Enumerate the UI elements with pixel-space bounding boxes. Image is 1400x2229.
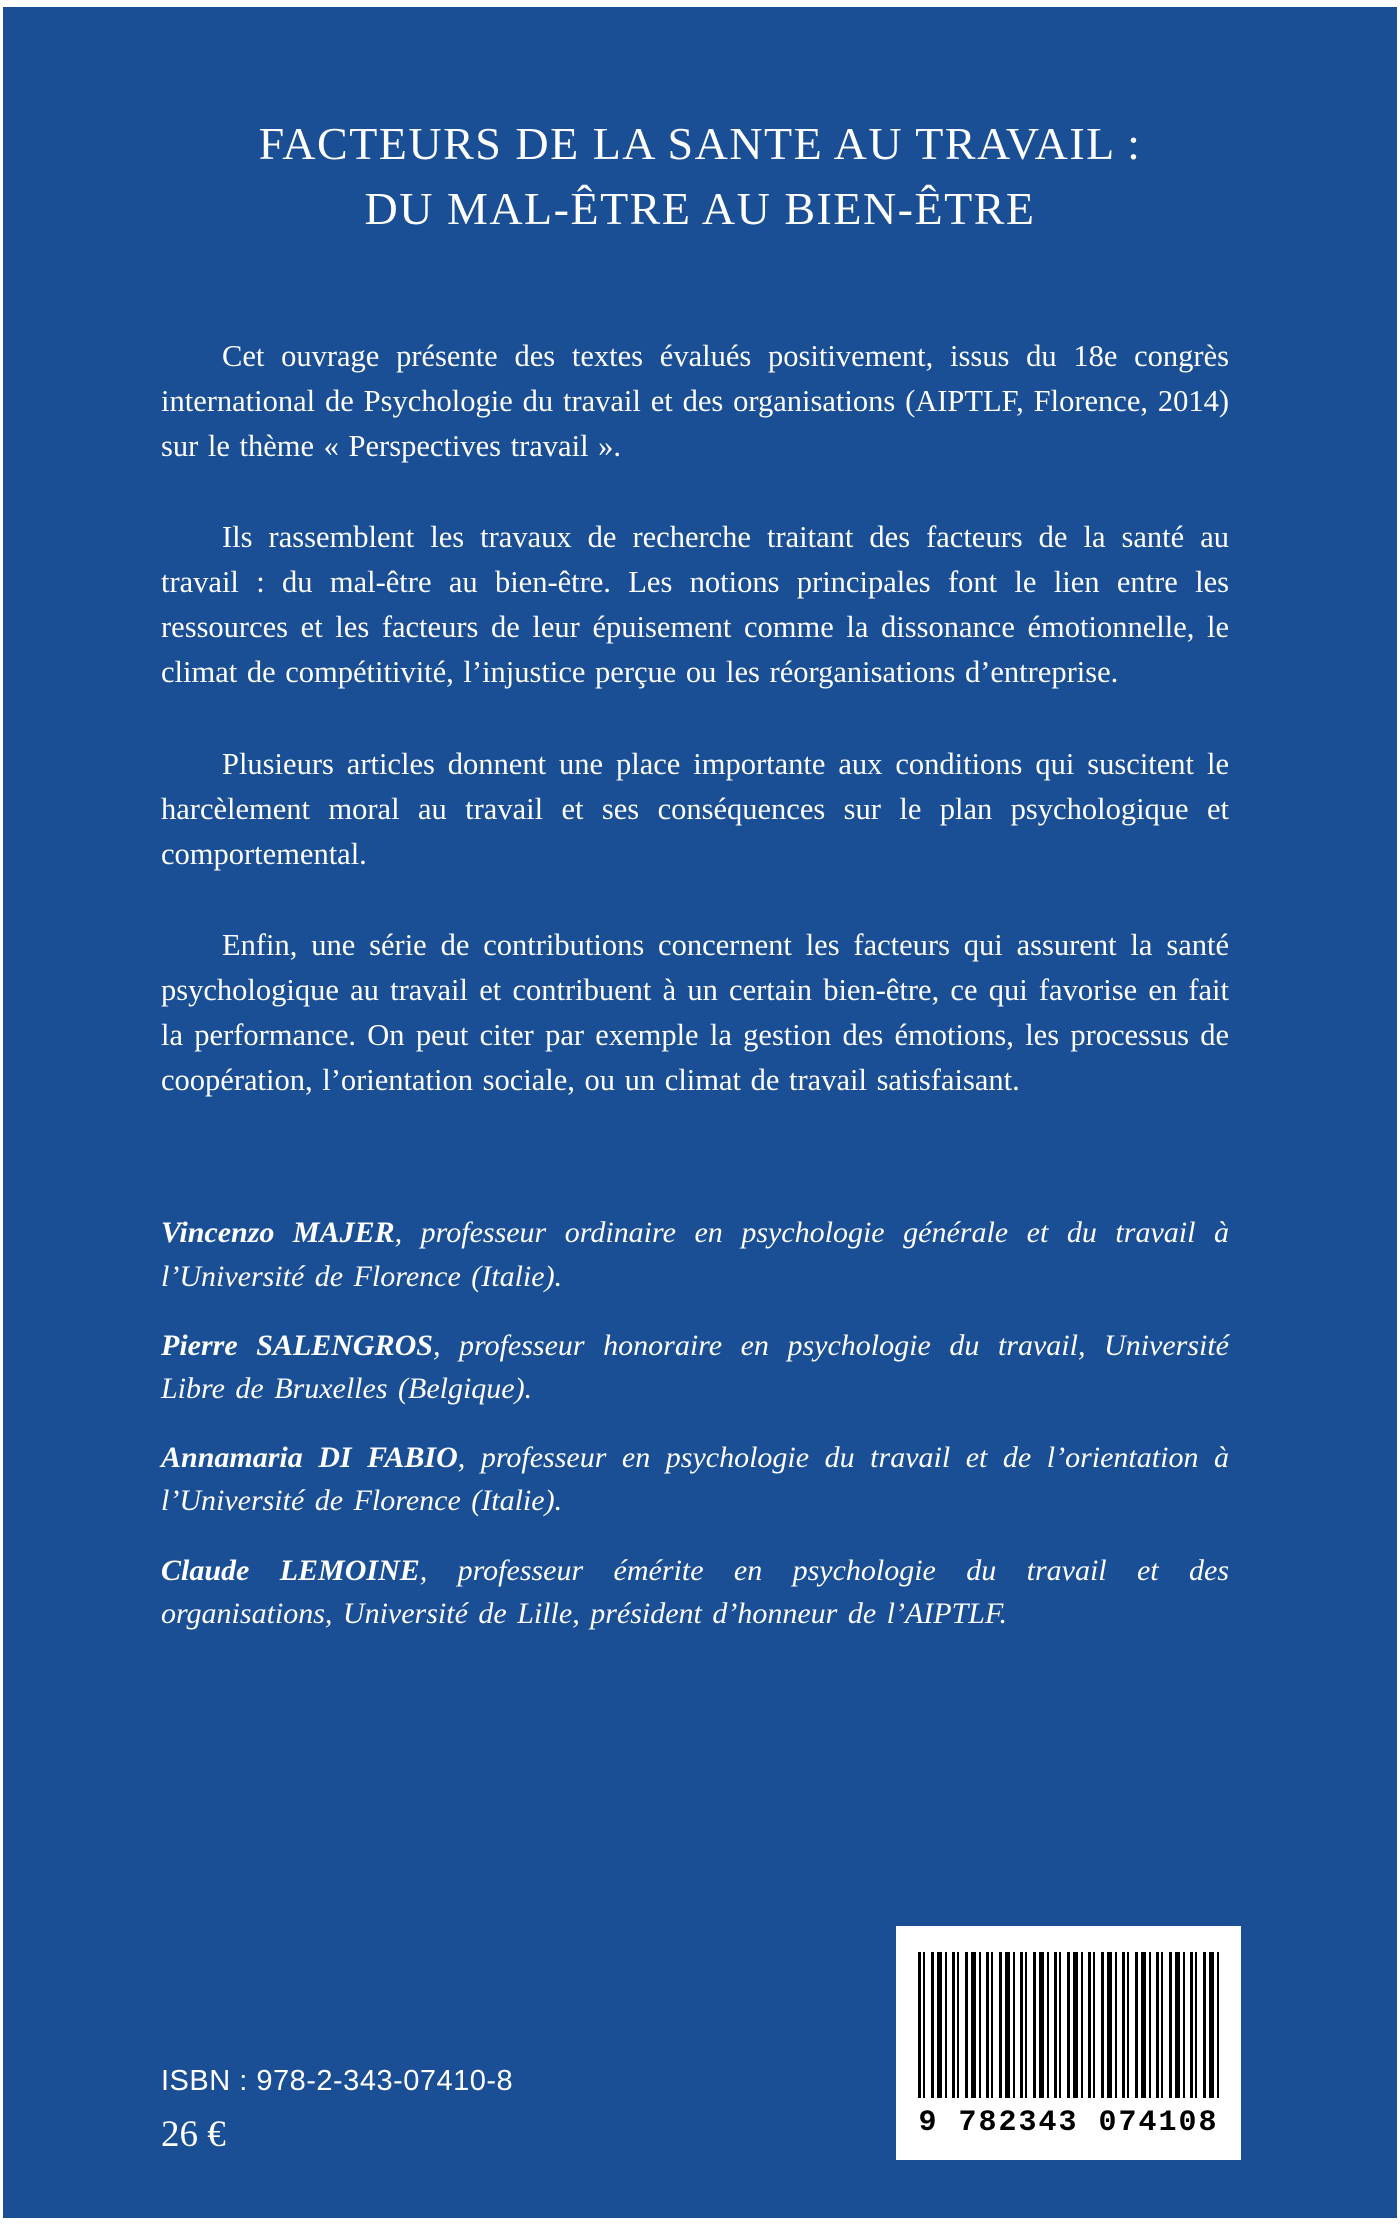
price-text: 26 € — [161, 2114, 226, 2155]
barcode — [896, 1926, 1241, 2160]
book-title-line1: FACTEURS DE LA SANTE AU TRAVAIL : — [258, 118, 1142, 169]
author-name: Pierre SALENGROS — [161, 1328, 433, 1362]
author-entry — [161, 1324, 1229, 1410]
barcode-bars-icon — [918, 1952, 1219, 2098]
book-title — [103, 111, 1297, 242]
author-bio: , professeur ordinaire en psychologie générale et du travail à l’Université de Florence (Italie). — [161, 1216, 1229, 1293]
barcode-number: 9 782343 074108 — [918, 2106, 1219, 2140]
author-bio: , professeur en psychologie du travail et de l’orientation à l’Université de Florence (Italie). — [161, 1441, 1229, 1518]
author-entry — [161, 1549, 1229, 1635]
author-entry — [161, 1436, 1229, 1522]
isbn-text: ISBN : 978-2-343-07410-8 — [161, 2065, 514, 2097]
paragraph: Plusieurs articles donnent une place importante aux conditions qui suscitent le harcèlement moral au travail et ses conséquences sur le plan psychologique et comportemental. — [161, 746, 1229, 871]
paragraph: Ils rassemblent les travaux de recherche traitant des facteurs de la santé au travail : du mal-être au bien-être. Les notions principales font le lien entre les ressources et les facteurs de leur épuisement comme la dissonance émotionnelle, le climat de compétitivité, l’injustice perçue ou les réorganisations d’entreprise. — [161, 520, 1229, 690]
paragraph: Cet ouvrage présente des textes évalués positivement, issus du 18e congrès international de Psychologie du travail et des organisations (AIPTLF, Florence, 2014) sur le thème « Perspectives travail ». — [161, 338, 1229, 463]
author-bio: , professeur honoraire en psychologie du travail, Université Libre de Bruxelles (Belgique). — [161, 1328, 1229, 1405]
paragraph: Enfin, une série de contributions concernent les facteurs qui assurent la santé psychologique au travail et contribuent à un certain bien-être, ce qui favorise en fait la performance. On peut citer par exemple la gestion des émotions, les processus de coopération, l’orientation sociale, ou un climat de travail satisfaisant. — [161, 927, 1229, 1098]
book-title-line2: DU MAL-ÊTRE AU BIEN-ÊTRE — [364, 183, 1036, 235]
back-cover-text — [161, 334, 1229, 1104]
authors-section — [161, 1211, 1229, 1635]
author-name: Claude LEMOINE — [161, 1553, 420, 1587]
author-name: Vincenzo MAJER — [161, 1216, 395, 1250]
cover — [3, 7, 1397, 2218]
author-bio: , professeur émérite en psychologie du travail et des organisations, Université de Lille, président d’honneur de l’AIPTLF. — [161, 1553, 1229, 1630]
author-name: Annamaria DI FABIO — [161, 1441, 458, 1475]
author-entry — [161, 1211, 1229, 1297]
